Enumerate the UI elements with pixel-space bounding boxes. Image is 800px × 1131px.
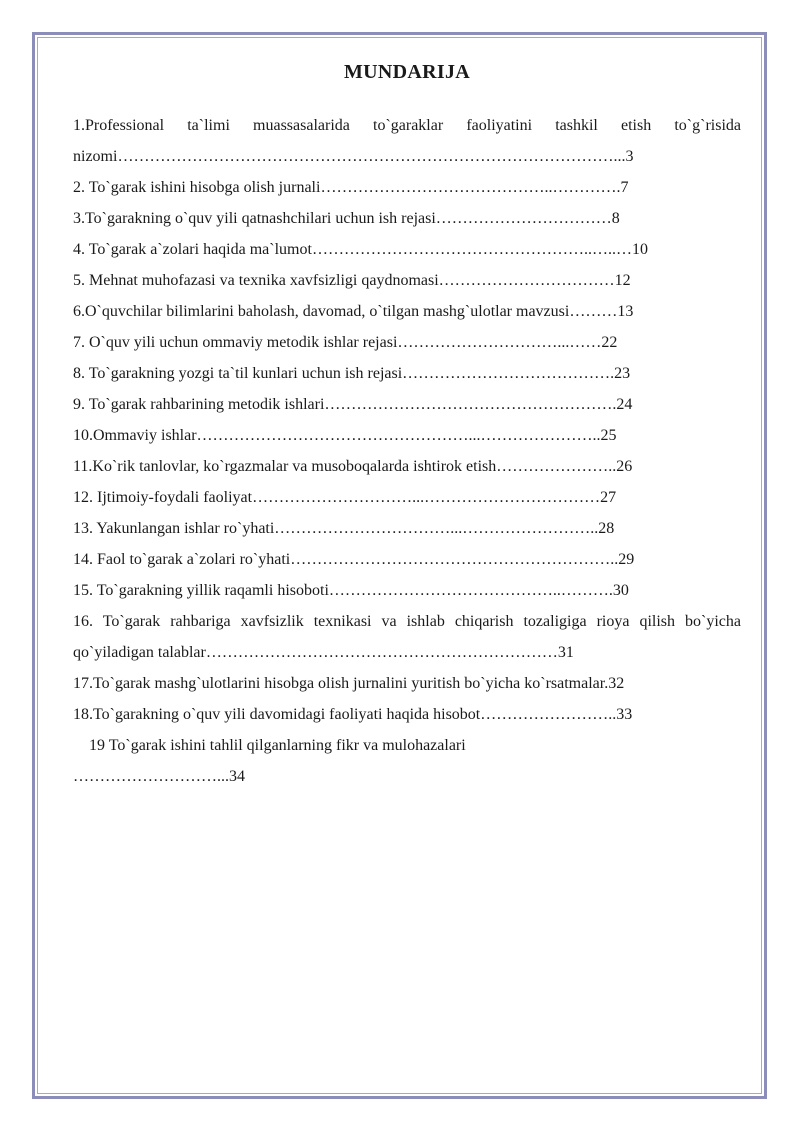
toc-entry: 16. To`garak rahbariga xavfsizlik texnikasi va ishlab chiqarish tozaligiga rioya qilish bo`yicha qo`yiladigan talablar…………………………………………………………31 — [73, 613, 741, 661]
toc-entry: 13. Yakunlangan ishlar ro`yhati……………………………...……………………..28 — [73, 520, 615, 537]
toc-entry: 19 To`garak ishini tahlil qilganlarning fikr va mulohazalari — [89, 737, 466, 754]
toc-entry: 11.Ko`rik tanlovlar, ko`rgazmalar va musoboqalarda ishtirok etish…………………..26 — [73, 458, 633, 475]
toc-entry: 18.To`garakning o`quv yili davomidagi faoliyati haqida hisobot……………………..33 — [73, 706, 633, 723]
toc-entry: 3.To`garakning o`quv yili qatnashchilari uchun ish rejasi……………………………8 — [73, 210, 620, 227]
toc-entry: 4. To`garak a`zolari haqida ma`lumot……………………………………………..…..…10 — [73, 241, 648, 258]
toc-entry: 7. O`quv yili uchun ommaviy metodik ishlar rejasi…………………………...……22 — [73, 334, 618, 351]
toc-entry: 2. To`garak ishini hisobga olish jurnali……………………………………..………….7 — [73, 179, 629, 196]
table-of-contents — [73, 56, 741, 792]
toc-entry: 12. Ijtimoiy-foydali faoliyat…………………………...……………………………27 — [73, 489, 617, 506]
toc-entry: 15. To`garakning yillik raqamli hisoboti……………………………………..……….30 — [73, 582, 629, 599]
toc-entry: 1.Professional ta`limi muassasalarida to`garaklar faoliyatini tashkil etish to`g`risida nizomi…………………………………………………………………………………...3 — [73, 117, 741, 165]
toc-entry: 9. To`garak rahbarining metodik ishlari……………………………………………….24 — [73, 396, 633, 413]
page-title: MUNDARIJA — [343, 61, 471, 83]
toc-entry: 6.O`quvchilar bilimlarini baholash, davomad, o`tilgan mashg`ulotlar mavzusi………13 — [73, 303, 634, 320]
toc-entry: 14. Faol to`garak a`zolari ro`yhati……………………………………………………..29 — [73, 551, 635, 568]
toc-entry: 5. Mehnat muhofazasi va texnika xavfsizligi qaydnomasi……………………………12 — [73, 272, 631, 289]
toc-entry-page: ………………………...34 — [73, 768, 245, 785]
toc-entry: 10.Ommaviy ishlar……………………………………………...…………………..25 — [73, 427, 617, 444]
toc-entry: 8. To`garakning yozgi ta`til kunlari uchun ish rejasi………………………………….23 — [73, 365, 631, 382]
toc-entry: 17.To`garak mashg`ulotlarini hisobga olish jurnalini yuritish bo`yicha ko`rsatmalar.32 — [73, 675, 625, 692]
